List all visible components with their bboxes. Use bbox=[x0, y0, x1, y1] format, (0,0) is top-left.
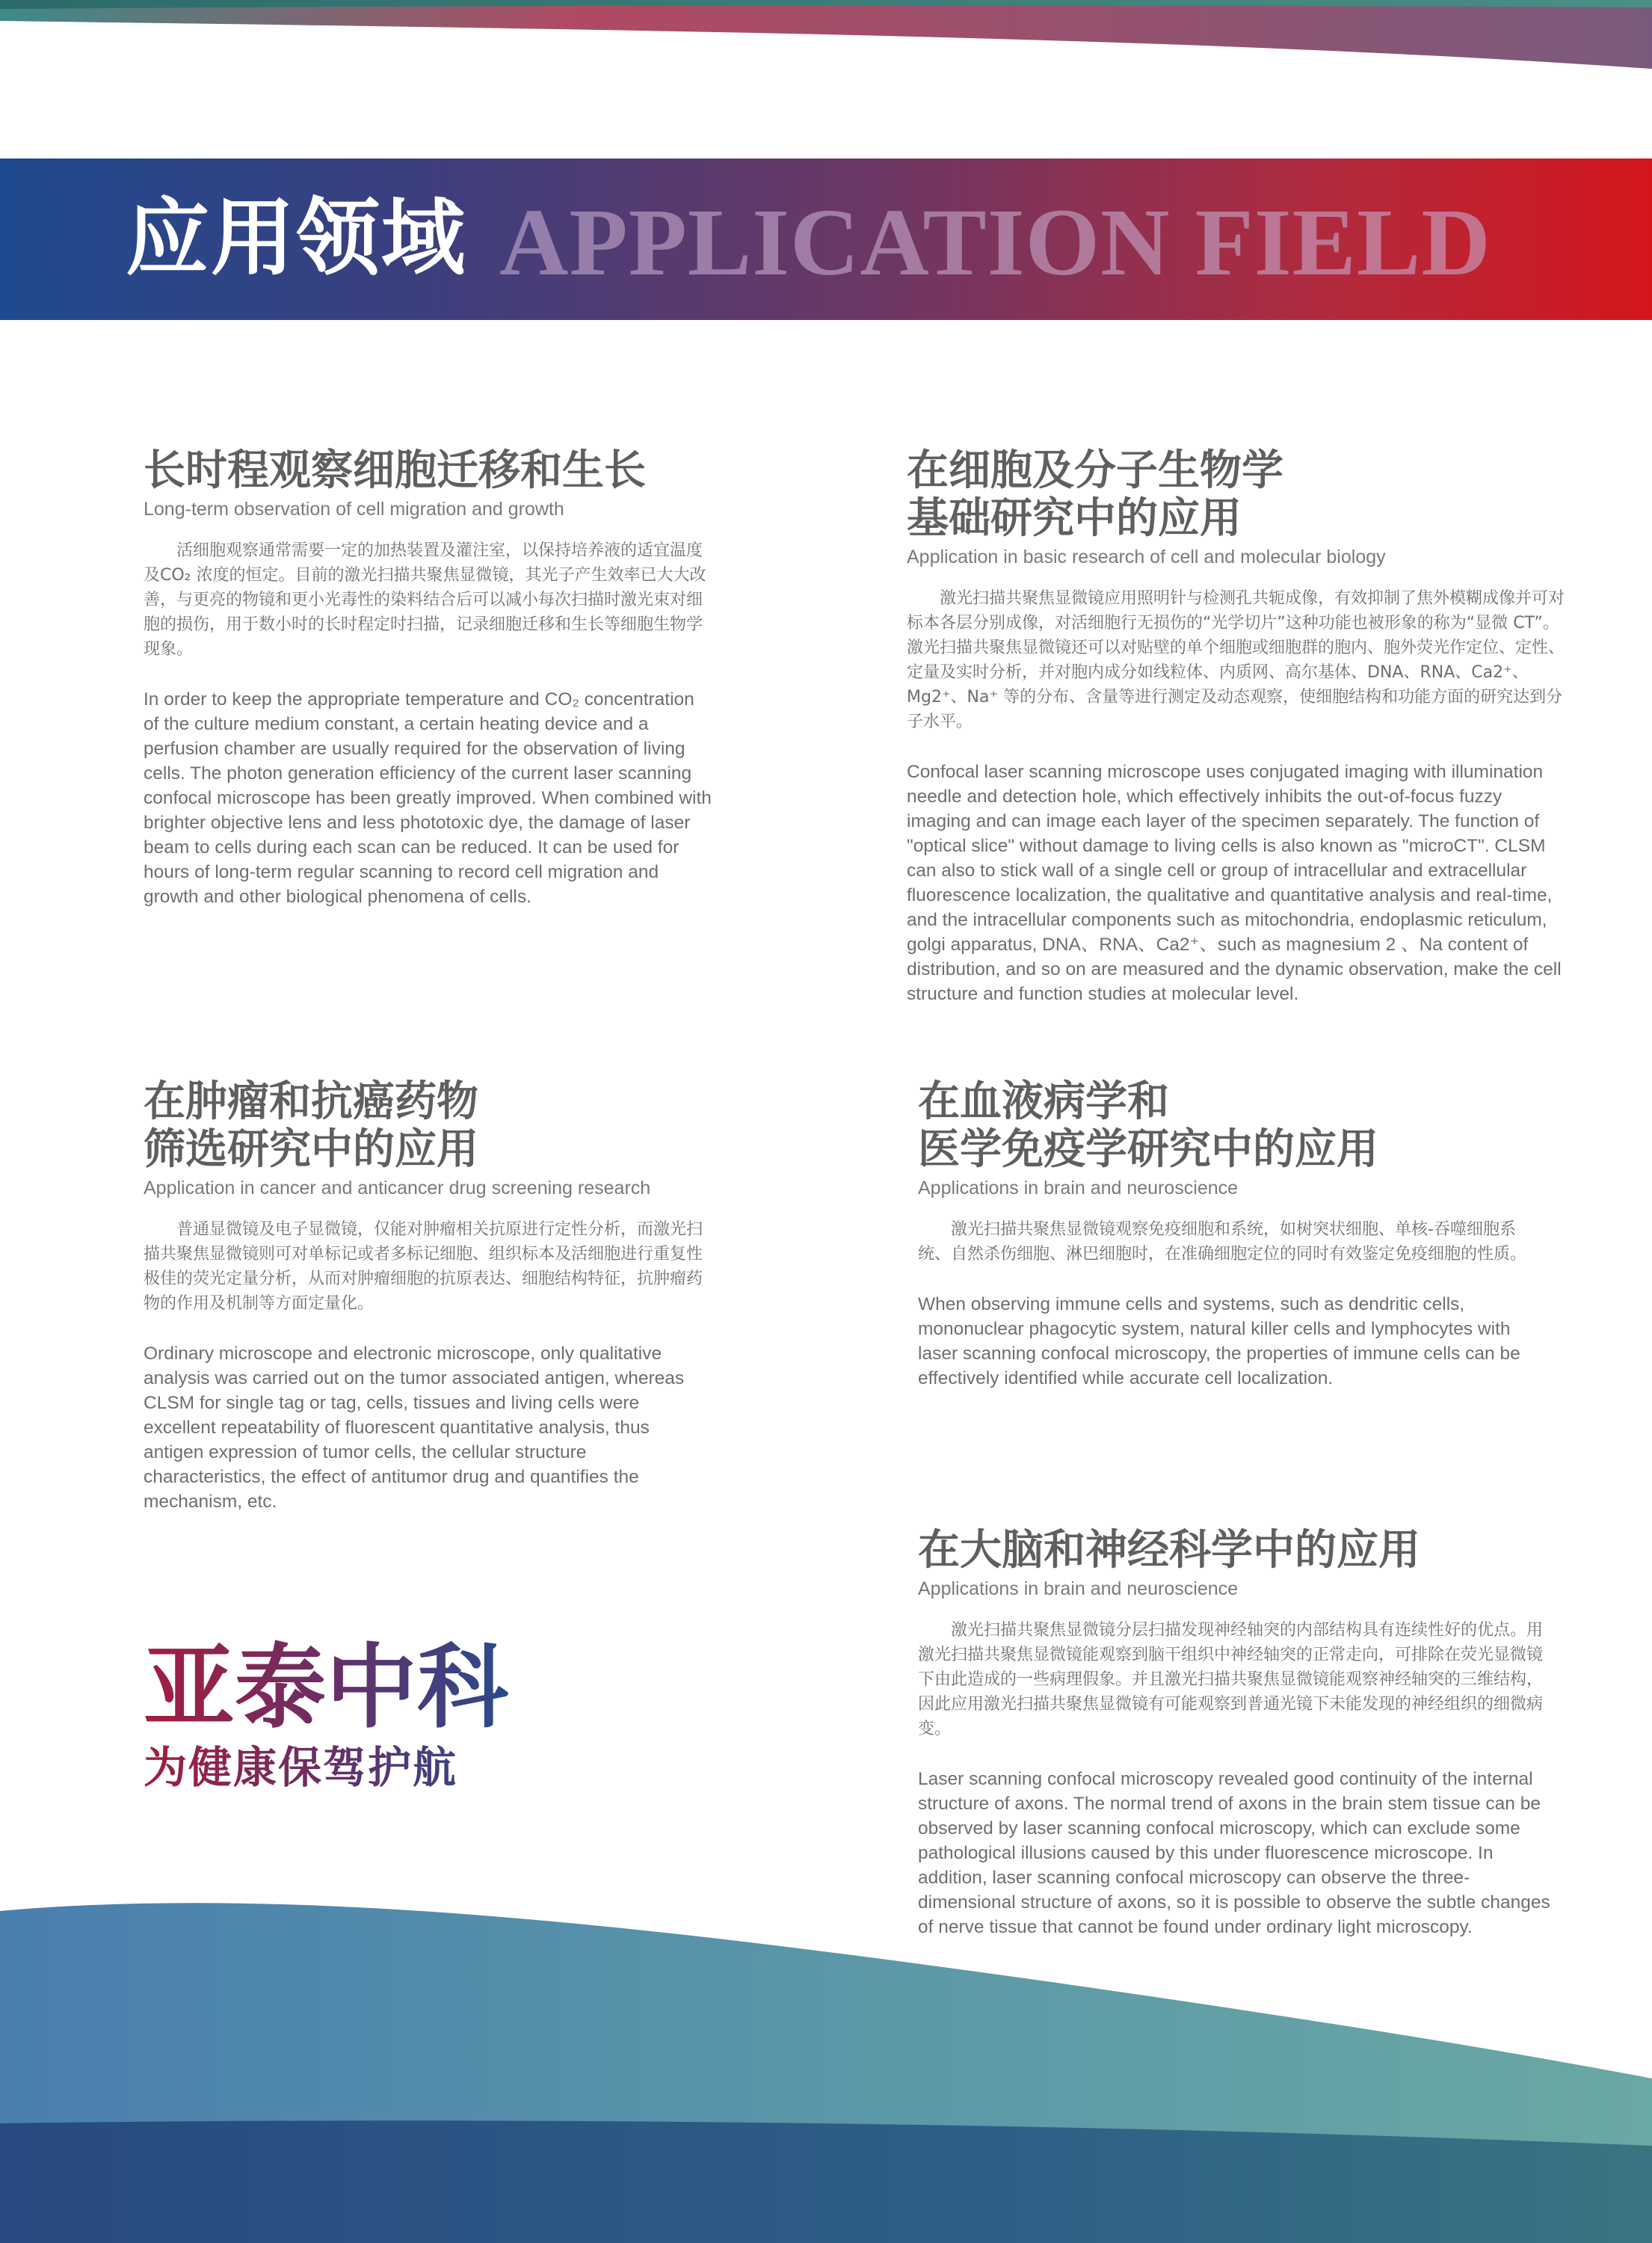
section-body-cn: 活细胞观察通常需要一定的加热装置及灌注室，以保持培养液的适宜温度及CO₂ 浓度的恒定。目前的激光扫描共聚焦显微镜，其光子产生效率已大大改善，与更亮的物镜和更小光毒性的染料结合后可以减小每次扫描时激光束对细胞的损伤，用于数小时的长时程定时扫描，记录细胞迁移和生长等细胞生物学现象。 bbox=[144, 541, 706, 659]
section-tumor-drug-screening bbox=[144, 1078, 712, 1514]
section-title: 在血液病学和 医学免疫学研究中的应用 bbox=[918, 1077, 1378, 1174]
section-subtitle: Applications in brain and neuroscience bbox=[918, 1578, 1239, 1599]
banner-title-cn: 应用领域 bbox=[126, 189, 466, 287]
section-body-cn: 激光扫描共聚焦显微镜分层扫描发现神经轴突的内部结构具有连续性好的优点。用激光扫描共聚焦显微镜能观察到脑干组织中神经轴突的正常走向，可排除在荧光显微镜下由此造成的一些病理假象。并且激光扫描共聚焦显微镜能观察神经轴突的三维结构，因此应用激光扫描共聚焦显微镜有可能观察到普通光镜下未能发现的神经组织的细微病变。 bbox=[918, 1621, 1544, 1738]
section-subtitle: Applications in brain and neuroscience bbox=[918, 1178, 1239, 1199]
section-body-en: When observing immune cells and systems, such as dendritic cells, mononuclear phagocytic system, natural killer cells and lymphocytes with laser scanning confocal microscopy, the properties of immune cells can be effectively identified while accurate cell localization. bbox=[918, 1294, 1520, 1388]
section-title: 在肿瘤和抗癌药物 筛选研究中的应用 bbox=[144, 1077, 478, 1174]
section-subtitle: Application in basic research of cell and molecular biology bbox=[907, 547, 1386, 567]
section-body-cn: 激光扫描共聚焦显微镜观察免疫细胞和系统，如树突状细胞、单核-吞噬细胞系统、自然杀伤细胞、淋巴细胞时，在准确细胞定位的同时有效鉴定免疫细胞的性质。 bbox=[918, 1220, 1527, 1264]
section-title: 在大脑和神经科学中的应用 bbox=[918, 1526, 1420, 1575]
section-body-en: Laser scanning confocal microscopy revealed good continuity of the internal structure of axons. The normal trend of axons in the brain stem tissue can be observed by laser scanning confocal microscopy, which can exclude some pathological illusions caused by this under fluorescence microscope. In addition, laser scanning confocal microscopy can observe the three-dimensional structure of axons, so it is possible to observe the subtle changes of nerve tissue that cannot be found under ordinary light microscopy. bbox=[918, 1769, 1550, 1937]
title-banner bbox=[0, 159, 1652, 320]
section-body-en: In order to keep the appropriate temperature and CO₂ concentration of the culture medium constant, a certain heating device and a perfusion chamber are usually required for the observation of living cells. The photon generation efficiency of the current laser scanning confocal microscope has been greatly improved. When combined with brighter objective lens and less phototoxic dye, the damage of laser beam to cells during each scan can be reduced. It can be used for hours of long-term regular scanning to record cell migration and growth and other biological phenomena of cells. bbox=[144, 689, 712, 907]
section-body-en: Confocal laser scanning microscope uses conjugated imaging with illumination needle and detection hole, which effectively inhibits the out-of-focus fuzzy imaging and can image each layer of the specimen separately. The function of "optical slice" without damage to living cells is also known as "microCT". CLSM can also to stick wall of a single cell or group of intracellular and extracellular fluorescence localization, the qualitative and quantitative analysis and real-time, and the intracellular components such as mitochondria, endoplasmic reticulum, golgi apparatus, DNA、RNA、Ca2⁺、such as magnesium 2 、Na content of distribution, and so on are measured and the dynamic observation, make the cell structure and function studies at molecular level. bbox=[907, 762, 1562, 1004]
section-title: 长时程观察细胞迁移和生长 bbox=[144, 446, 646, 495]
banner-title-en: APPLICATION FIELD bbox=[499, 189, 1491, 295]
section-hematology-immunology bbox=[918, 1078, 1538, 1391]
brand-name: 亚泰中科 bbox=[144, 1634, 508, 1741]
section-body-cn: 普通显微镜及电子显微镜，仅能对肿瘤相关抗原进行定性分析，而激光扫描共聚焦显微镜则可对单标记或者多标记细胞、组织标本及活细胞进行重复性极佳的荧光定量分析，从而对肿瘤细胞的抗原表达、细胞结构特征，抗肿瘤药物的作用及机制等方面定量化。 bbox=[144, 1220, 703, 1313]
top-wave-decoration bbox=[0, 0, 1652, 82]
brand-block bbox=[144, 1634, 508, 1794]
section-brain-neuroscience bbox=[918, 1527, 1553, 1939]
section-body-en: Ordinary microscope and electronic microscope, only qualitative analysis was carried out on the tumor associated antigen, whereas CLSM for single tag or tag, cells, tissues and living cells were excellent repeatability of fluorescent quantitative analysis, thus antigen expression of tumor cells, the cellular structure characteristics, the effect of antitumor drug and quantifies the mechanism, etc. bbox=[144, 1344, 685, 1512]
bottom-wave-decoration bbox=[0, 1899, 1652, 2243]
section-cell-migration bbox=[144, 447, 712, 909]
section-title: 在细胞及分子生物学 基础研究中的应用 bbox=[907, 446, 1283, 543]
section-subtitle: Long-term observation of cell migration and growth bbox=[144, 499, 564, 520]
brand-slogan: 为健康保驾护航 bbox=[144, 1742, 508, 1794]
section-cell-molecular-biology bbox=[907, 447, 1566, 1006]
section-body-cn: 激光扫描共聚焦显微镜应用照明针与检测孔共轭成像，有效抑制了焦外模糊成像并可对标本各层分别成像，对活细胞行无损伤的“光学切片”这种功能也被形象的称为“显微 CT”。激光扫描共聚焦显微镜还可以对贴壁的单个细胞或细胞群的胞内、胞外荧光作定位、定性、定量及实时分析，并对胞内成分如线粒体、内质网、高尔基体、DNA、RNA、Ca2⁺、Mg2⁺、Na⁺ 等的分布、含量等进行测定及动态观察，使细胞结构和功能方面的研究达到分子水平。 bbox=[907, 589, 1565, 731]
section-subtitle: Application in cancer and anticancer drug screening research bbox=[144, 1178, 651, 1199]
